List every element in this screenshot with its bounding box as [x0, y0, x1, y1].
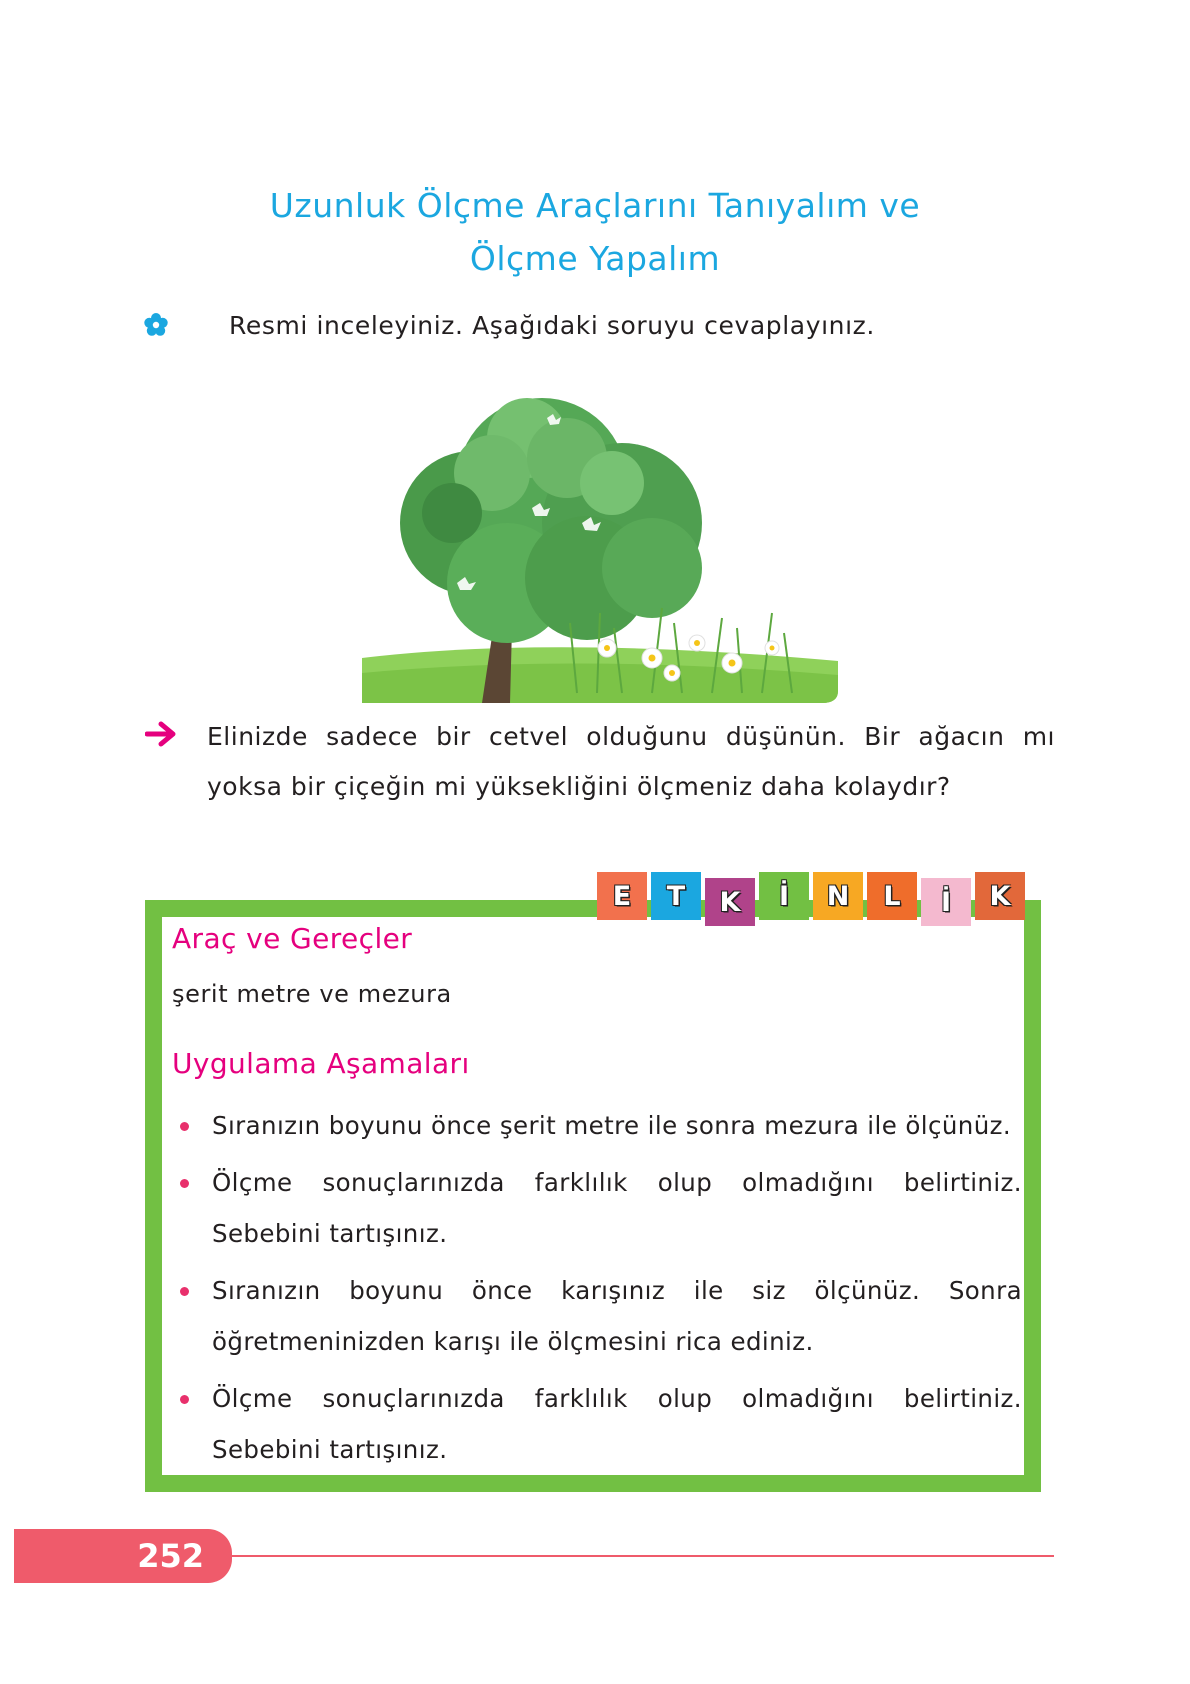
activity-banner	[597, 872, 1025, 926]
steps-list	[172, 1100, 1022, 1481]
list-item	[172, 1373, 1022, 1475]
page-number: 252	[137, 1537, 204, 1575]
page-title-line2: Ölçme Yapalım	[469, 239, 721, 278]
banner-letter: N	[813, 872, 863, 920]
step-text: Ölçme sonuçlarınızda farklılık olup olmadığını belirtiniz. Sebebini tartışınız.	[212, 1168, 1022, 1248]
intro-text: Resmi inceleyiniz. Aşağıdaki soruyu cevaplayınız.	[229, 310, 875, 340]
footer-rule	[232, 1555, 1054, 1557]
bullet-icon	[180, 1122, 189, 1131]
banner-letter: K	[975, 872, 1025, 920]
page-title-line1: Uzunluk Ölçme Araçlarını Tanıyalım ve	[269, 186, 921, 225]
flower-icon	[143, 312, 169, 338]
intro-instruction	[143, 305, 875, 345]
banner-letter: İ	[759, 872, 809, 920]
bullet-icon	[180, 1287, 189, 1296]
materials-text: şerit metre ve mezura	[172, 980, 452, 1008]
banner-letter: E	[597, 872, 647, 920]
step-text: Sıranızın boyunu önce şerit metre ile sonra mezura ile ölçünüz.	[212, 1111, 1012, 1140]
banner-letter: İ	[921, 878, 971, 926]
bullet-icon	[180, 1395, 189, 1404]
bullet-icon	[180, 1179, 189, 1188]
tree-illustration	[352, 373, 838, 703]
question-text: Elinizde sadece bir cetvel olduğunu düşünün. Bir ağacın mı yoksa bir çiçeğin mi yüksekliğini ölçmeniz daha kolaydır?	[207, 722, 1055, 801]
list-item	[172, 1265, 1022, 1367]
step-text: Ölçme sonuçlarınızda farklılık olup olmadığını belirtiniz. Sebebini tartışınız.	[212, 1384, 1022, 1464]
page-number-tab	[14, 1529, 232, 1583]
question-block	[145, 712, 1055, 812]
steps-heading: Uygulama Aşamaları	[172, 1047, 470, 1080]
banner-letter: K	[705, 878, 755, 926]
banner-letter: T	[651, 872, 701, 920]
list-item	[172, 1157, 1022, 1259]
banner-letter: L	[867, 872, 917, 920]
materials-heading: Araç ve Gereçler	[172, 922, 413, 955]
arrow-right-icon	[145, 720, 179, 748]
list-item	[172, 1100, 1022, 1151]
step-text: Sıranızın boyunu önce karışınız ile siz ölçünüz. Sonra öğretmeninizden karışı ile ölçmesini rica ediniz.	[212, 1276, 1022, 1356]
